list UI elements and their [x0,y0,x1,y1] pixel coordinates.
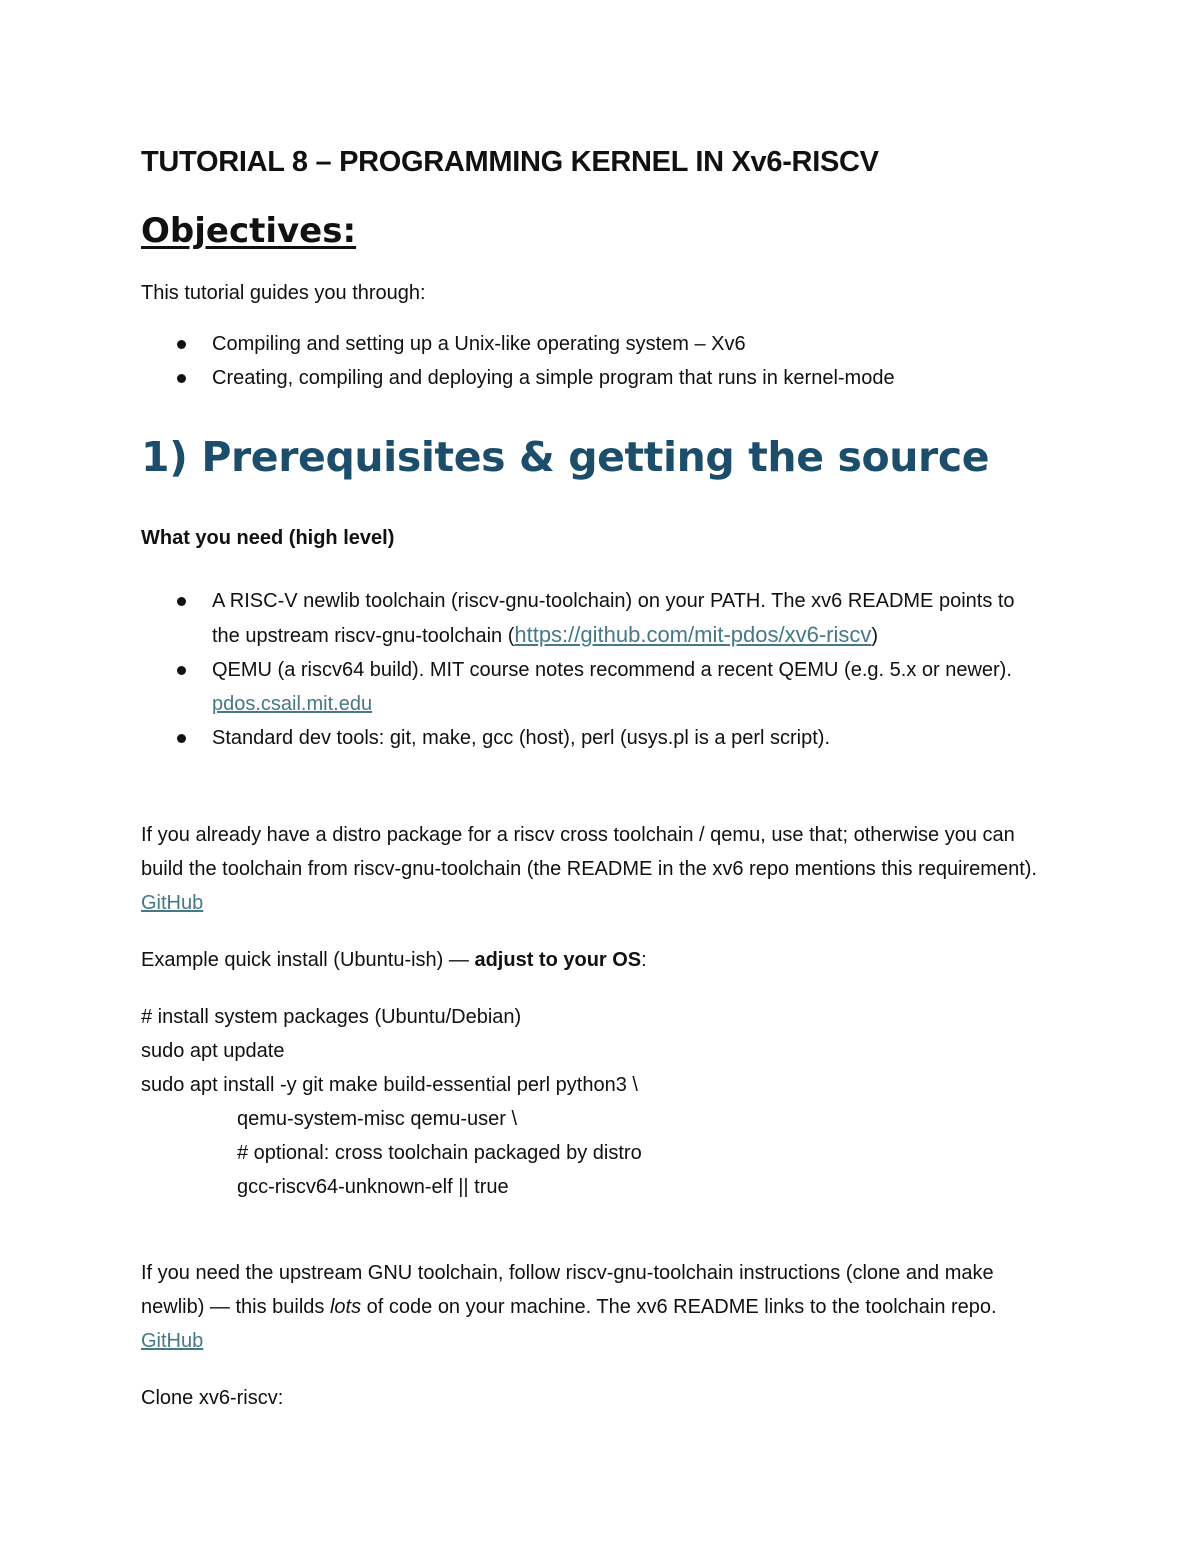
clone-label: Clone xv6-riscv: [141,1387,284,1409]
example-paragraph: Example quick install (Ubuntu-ish) — adjust to your OS: [141,949,647,971]
list-item: Creating, compiling and deploying a simple program that runs in kernel-mode [141,361,1061,395]
toolchain-paragraph: If you already have a distro package for a riscv cross toolchain / qemu, use that; otherwise you can build the toolchain from riscv-gnu-toolchain (the README in the xv6 repo mentions this requirement). GitHub [141,824,1037,914]
objectives-heading: Objectives: [141,211,357,251]
code-line: # install system packages (Ubuntu/Debian) [141,1006,522,1028]
list-item: A RISC-V newlib toolchain (riscv-gnu-toolchain) on your PATH. The xv6 README points to the upstream riscv-gnu-toolchain (https://github.com/mit-pdos/xv6-riscv) [141,584,1021,653]
xv6-repo-link[interactable]: https://github.com/mit-pdos/xv6-riscv [514,622,872,647]
objectives-list [141,327,1061,395]
code-line: sudo apt install -y git make build-essential perl python3 \ [141,1074,638,1096]
code-line: # optional: cross toolchain packaged by distro [237,1142,642,1164]
list-item: QEMU (a riscv64 build). MIT course notes recommend a recent QEMU (e.g. 5.x or newer). pdos.csail.mit.edu [141,653,1021,721]
pdos-link[interactable]: pdos.csail.mit.edu [212,693,373,715]
code-line: sudo apt update [141,1040,285,1062]
list-item: Standard dev tools: git, make, gcc (host), perl (usys.pl is a perl script). [141,721,1021,755]
list-item: Compiling and setting up a Unix-like operating system – Xv6 [141,327,1061,361]
github-link[interactable]: GitHub [141,1330,204,1352]
github-link[interactable]: GitHub [141,892,204,914]
bullet-icon [177,666,186,675]
bullet-icon [177,734,186,743]
bullet-icon [177,597,186,606]
section-subheading: What you need (high level) [141,527,395,549]
section-heading: 1) Prerequisites & getting the source [141,433,990,481]
code-line: gcc-riscv64-unknown-elf || true [237,1176,509,1198]
code-line: qemu-system-misc qemu-user \ [237,1108,518,1130]
bullet-icon [177,340,186,349]
intro-paragraph: This tutorial guides you through: [141,282,426,304]
document-title: TUTORIAL 8 – PROGRAMMING KERNEL IN Xv6-RISCV [141,146,879,178]
upstream-toolchain-paragraph: If you need the upstream GNU toolchain, follow riscv-gnu-toolchain instructions (clone and make newlib) — this builds lots of code on your machine. The xv6 README links to the toolchain repo. GitHub [141,1262,997,1352]
install-code-block [141,1000,1061,1204]
bullet-icon [177,374,186,383]
requirements-list [141,584,1021,755]
